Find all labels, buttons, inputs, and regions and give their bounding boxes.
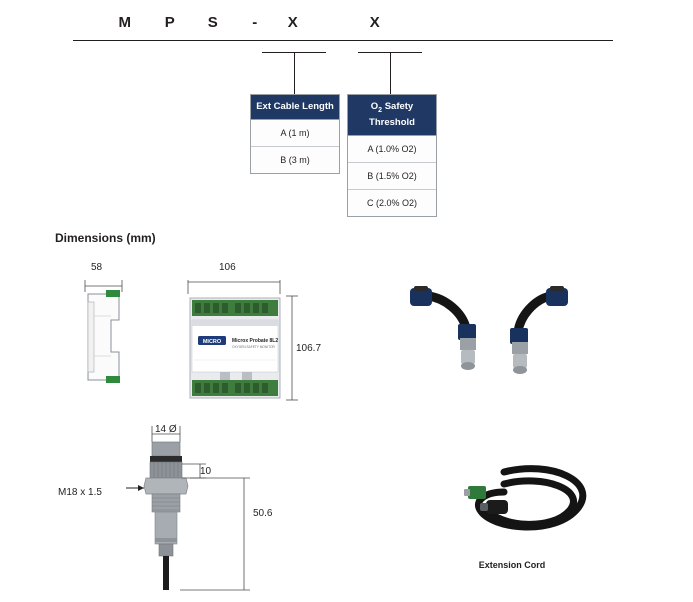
code-char-4: - bbox=[252, 14, 258, 31]
leader-line-o2 bbox=[390, 52, 391, 94]
option-ext-cable-a[interactable]: A (1 m) bbox=[251, 120, 339, 147]
code-char-2: P bbox=[164, 14, 176, 31]
code-char-5: X bbox=[287, 14, 299, 31]
dimension-label-10: 10 bbox=[200, 466, 212, 477]
sensor-drawing bbox=[120, 420, 273, 595]
option-o2-a[interactable]: A (1.0% O2) bbox=[348, 136, 436, 163]
code-underline bbox=[73, 40, 613, 41]
dimension-label-106-7: 106.7 bbox=[296, 343, 322, 354]
dimension-label-106: 106 bbox=[219, 262, 236, 273]
o2-header-o: O bbox=[370, 101, 379, 112]
o2-header-subscript: 2 bbox=[378, 106, 383, 114]
table-o2-safety-threshold bbox=[347, 94, 437, 217]
o2-header-safety: Safety bbox=[382, 101, 414, 112]
sensor-photo-pair bbox=[400, 278, 590, 388]
o2-header-threshold: Threshold bbox=[369, 116, 415, 128]
table-header-ext-cable-length: Ext Cable Length bbox=[251, 95, 339, 120]
part-number-code-row bbox=[0, 6, 693, 40]
front-view-module-drawing bbox=[180, 272, 310, 412]
code-char-6: X bbox=[369, 14, 381, 31]
dimension-label-50-6: 50.6 bbox=[253, 508, 273, 519]
dimension-label-14-dia: 14 Ø bbox=[155, 424, 177, 435]
svg-text:MICRO: MICRO bbox=[202, 339, 222, 345]
svg-text:OXYGEN SAFETY MONITOR: OXYGEN SAFETY MONITOR bbox=[232, 345, 275, 349]
extension-cord-caption: Extension Cord bbox=[478, 560, 546, 570]
option-o2-b[interactable]: B (1.5% O2) bbox=[348, 163, 436, 190]
option-o2-c[interactable]: C (2.0% O2) bbox=[348, 190, 436, 216]
extension-cord-photo bbox=[452, 448, 612, 558]
dimensions-title: Dimensions (mm) bbox=[55, 231, 156, 245]
side-view-module-drawing bbox=[70, 272, 140, 402]
leader-line-ext-cable bbox=[294, 52, 295, 94]
code-char-3: S bbox=[207, 14, 219, 31]
table-header-o2-safety-threshold bbox=[348, 95, 436, 136]
table-ext-cable-length bbox=[250, 94, 340, 174]
option-ext-cable-b[interactable]: B (3 m) bbox=[251, 147, 339, 173]
code-char-1: M bbox=[118, 14, 132, 31]
dimension-label-58: 58 bbox=[91, 262, 103, 273]
svg-text:Microx Probate 8L2: Microx Probate 8L2 bbox=[232, 338, 279, 344]
dimension-label-m18: M18 x 1.5 bbox=[58, 487, 102, 498]
